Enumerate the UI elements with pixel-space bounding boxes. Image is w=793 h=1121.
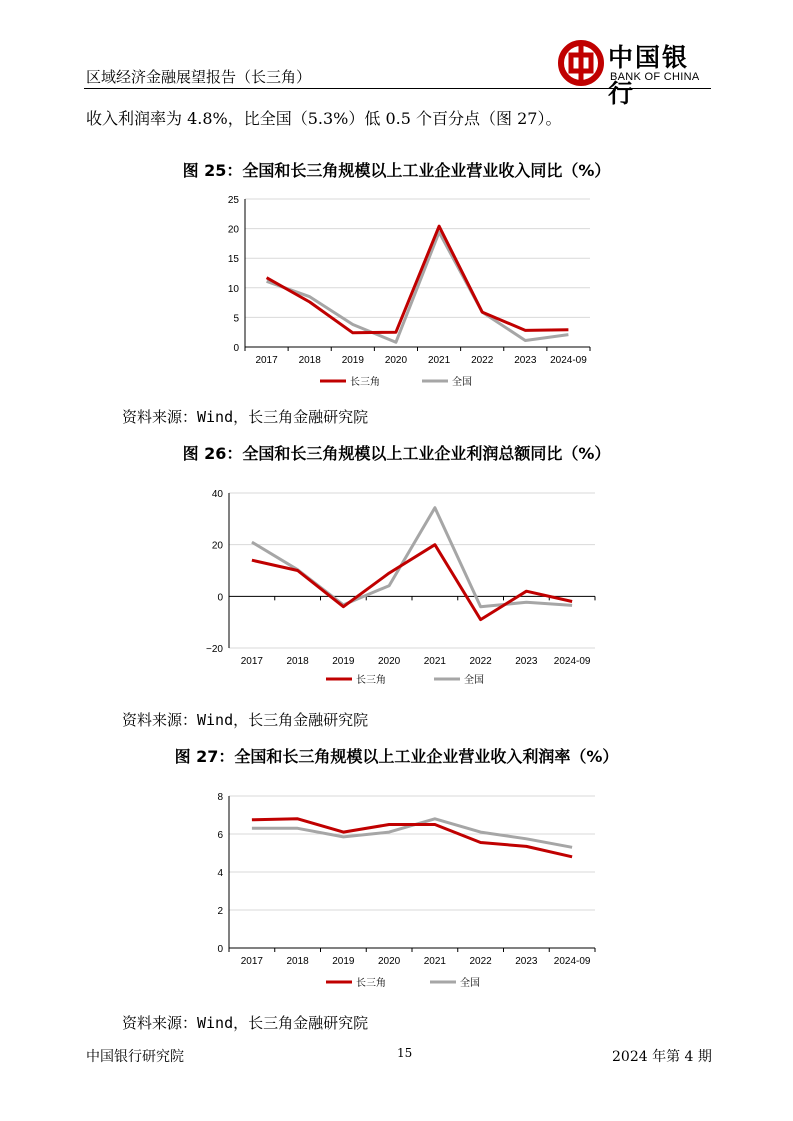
x-tick-label: 2024-09 bbox=[553, 656, 591, 667]
x-tick-label: 2023 bbox=[515, 956, 538, 967]
y-tick-label: 40 bbox=[211, 489, 223, 500]
logo-chinese-text: 中国银行 bbox=[608, 43, 690, 108]
series-line-yangtze bbox=[252, 545, 572, 620]
y-tick-label: −20 bbox=[206, 644, 223, 655]
x-tick-label: 2019 bbox=[341, 355, 364, 366]
x-tick-label: 2017 bbox=[240, 656, 263, 667]
figure-26-source: 资料来源：Wind，长三角金融研究院 bbox=[122, 711, 369, 729]
page-number: 15 bbox=[397, 1046, 413, 1060]
y-tick-label: 10 bbox=[227, 283, 239, 295]
x-tick-label: 2017 bbox=[240, 956, 263, 967]
y-tick-label: 25 bbox=[227, 195, 239, 206]
legend-label-national: 全国 bbox=[464, 675, 484, 686]
x-tick-label: 2023 bbox=[514, 355, 537, 366]
legend-label-yangtze: 长三角 bbox=[356, 675, 386, 686]
x-tick-label: 2021 bbox=[423, 656, 446, 667]
x-tick-label: 2018 bbox=[298, 355, 321, 366]
legend-label-national: 全国 bbox=[452, 377, 472, 388]
x-tick-label: 2019 bbox=[332, 656, 355, 667]
series-line-yangtze bbox=[267, 226, 569, 333]
figure-25-source: 资料来源：Wind，长三角金融研究院 bbox=[122, 408, 369, 426]
intro-paragraph: 收入利润率为 4.8%，比全国（5.3%）低 0.5 个百分点（图 27）。 bbox=[86, 109, 562, 128]
y-tick-label: 6 bbox=[217, 830, 223, 841]
footer-institute: 中国银行研究院 bbox=[86, 1049, 184, 1065]
y-tick-label: 2 bbox=[217, 906, 223, 917]
x-tick-label: 2024-09 bbox=[550, 355, 587, 366]
y-tick-label: 0 bbox=[217, 592, 223, 604]
y-tick-label: 0 bbox=[233, 343, 239, 354]
x-tick-label: 2020 bbox=[384, 355, 408, 366]
x-tick-label: 2022 bbox=[469, 656, 492, 667]
figure-26-chart bbox=[0, 478, 793, 693]
y-tick-label: 15 bbox=[227, 254, 239, 266]
boc-emblem-icon bbox=[558, 40, 604, 86]
figure-25-title: 图 25：全国和长三角规模以上工业企业营业收入同比（%） bbox=[182, 161, 611, 180]
figure-27-chart bbox=[0, 782, 793, 997]
x-tick-label: 2019 bbox=[332, 956, 355, 967]
x-tick-label: 2021 bbox=[427, 355, 451, 366]
y-tick-label: 5 bbox=[233, 313, 239, 325]
figure-27-source: 资料来源：Wind，长三角金融研究院 bbox=[122, 1014, 369, 1032]
x-tick-label: 2018 bbox=[286, 956, 309, 967]
y-tick-label: 0 bbox=[217, 944, 223, 955]
logo-english-text: BANK OF CHINA bbox=[610, 71, 700, 83]
y-tick-label: 8 bbox=[217, 792, 223, 803]
x-tick-label: 2024-09 bbox=[553, 956, 591, 967]
x-tick-label: 2020 bbox=[378, 956, 401, 967]
legend-label-yangtze: 长三角 bbox=[356, 978, 386, 989]
y-tick-label: 20 bbox=[211, 540, 223, 552]
footer-issue: 2024 年第 4 期 bbox=[612, 1049, 712, 1065]
figure-26-title: 图 26：全国和长三角规模以上工业企业利润总额同比（%） bbox=[182, 444, 611, 463]
y-tick-label: 20 bbox=[227, 224, 239, 236]
x-tick-label: 2020 bbox=[378, 656, 401, 667]
figure-25-chart bbox=[0, 185, 793, 395]
y-tick-label: 4 bbox=[217, 868, 223, 879]
legend-label-national: 全国 bbox=[460, 978, 480, 989]
report-title: 区域经济金融展望报告（长三角） bbox=[86, 68, 312, 86]
x-tick-label: 2017 bbox=[255, 355, 278, 366]
x-tick-label: 2018 bbox=[286, 656, 309, 667]
x-tick-label: 2021 bbox=[423, 956, 446, 967]
figure-27-title: 图 27：全国和长三角规模以上工业企业营业收入利润率（%） bbox=[174, 747, 619, 766]
x-tick-label: 2022 bbox=[471, 355, 494, 366]
x-tick-label: 2023 bbox=[515, 656, 538, 667]
series-line-national bbox=[267, 232, 569, 342]
bank-of-china-logo bbox=[558, 38, 714, 108]
legend-label-yangtze: 长三角 bbox=[350, 377, 380, 388]
x-tick-label: 2022 bbox=[469, 956, 492, 967]
